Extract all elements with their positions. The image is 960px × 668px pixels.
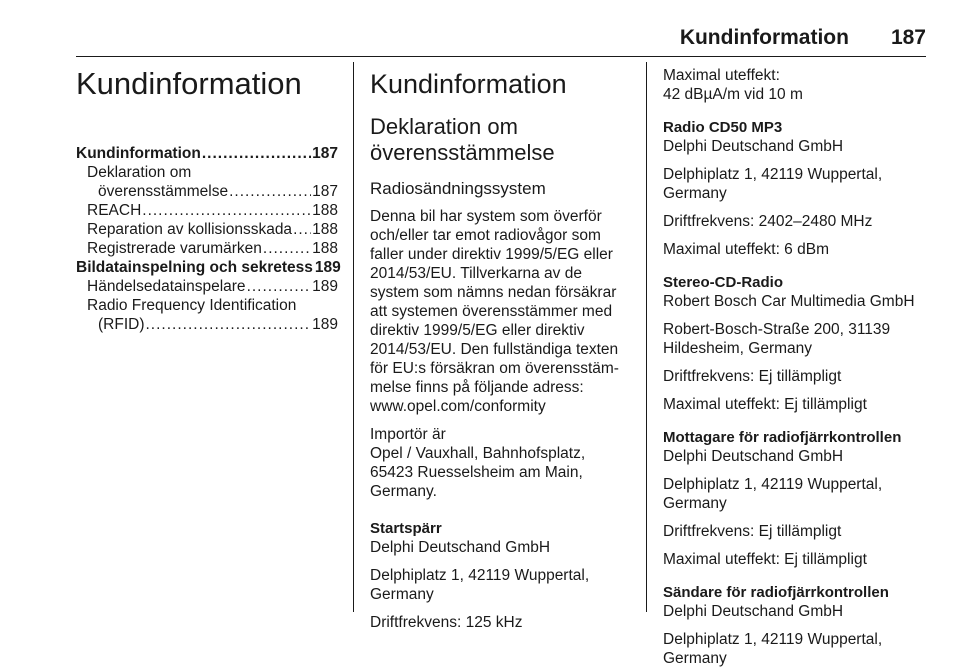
- chapter-title: Kundinformation: [76, 66, 302, 101]
- toc-column: [76, 60, 341, 334]
- toc-entry[interactable]: Reparation av kollisionsskada ..... 188: [76, 220, 338, 239]
- column-divider: [646, 62, 647, 612]
- conformity-url: www.opel.com/conformity: [370, 398, 546, 415]
- page-header: [0, 26, 926, 54]
- device-heading: Radio CD50 MP3: [663, 119, 783, 136]
- subsubsection-title: Radiosändningssystem: [370, 179, 546, 198]
- toc-entry[interactable]: Deklaration om: [87, 164, 192, 181]
- header-rule: [76, 56, 926, 57]
- column-divider: [353, 62, 354, 612]
- toc-entry[interactable]: REACH ..... 188: [76, 201, 338, 220]
- content-column-3: Maximal uteffekt: 42 dBµA/m vid 10 m Radio CD50 MP3 Delphi Deutschand GmbH Delphiplatz 1, 42119 Wuppertal, Germany Driftfrekvens: 2402–2480 MHz Maximal uteffekt: 6 dBm Stereo-CD-Radio Robert Bosch Car Multimedia GmbH Robert-Bosch-Straße 200, 31139 Hildesheim, Germany Driftfrekvens: Ej tillämpligt Maximal uteffekt: Ej tillämpligt Mottagare för radiofjärrkontrollen Delphi Deutschand GmbH Delphiplatz 1, 42119 Wuppertal, Germany Driftfrekvens: Ej tillämpligt Maximal uteffekt: Ej tillämpligt Sändare för radiofjärrkontrollen Delphi Deutschand GmbH Delphiplatz 1, 42119 Wuppertal, Germany: [663, 66, 925, 668]
- device-heading: Sändare för radiofjärrkontrollen: [663, 584, 889, 601]
- paragraph: Importör är Opel / Vauxhall, Bahnhofsplatz, 65423 Ruesselsheim am Main, Germany.: [370, 426, 586, 500]
- subsection-title: Deklaration om överensstämmelse: [370, 114, 555, 165]
- paragraph: Denna bil har system som överför och/eller tar emot radiovågor som faller under direktiv 1999/5/EG eller 2014/53/EU. Tillverkarna av de system som nämns nedan försäkrar att systemen överensstämmer med direktiv 1999/5/EG eller direktiv 2014/53/EU. Den fullständiga texten för EU:s försäkran om överensstäm- melse finns på följande adress: www.opel.com/conformity: [370, 207, 632, 416]
- toc-entry[interactable]: (RFID) ..... 189: [76, 315, 338, 334]
- content-column-2: Kundinformation Deklaration om överensstämmelse Radiosändningssystem Denna bil har system som överför och/eller tar emot radiovågor som faller under direktiv 1999/5/EG eller 2014/53/EU. Tillverkarna av de system som nämns nedan försäkrar att systemen överensstämmer med direktiv 1999/5/EG eller direktiv 2014/53/EU. Den fullständiga texten för EU:s försäkran om överensstäm- melse finns på följande adress: www.opel.com/conformity Importör är Opel / Vauxhall, Bahnhofsplatz, 65423 Ruesselsheim am Main, Germany. Startspärr Delphi Deutschand GmbH Delphiplatz 1, 42119 Wuppertal, Germany Driftfrekvens: 125 kHz: [370, 60, 632, 632]
- toc-entry[interactable]: Bildatainspelning och sekretess 189: [76, 259, 341, 276]
- toc-entry[interactable]: överensstämmelse ..... 187: [76, 182, 338, 201]
- header-title: Kundinformation: [679, 26, 849, 49]
- section-title: Kundinformation: [370, 69, 567, 99]
- toc-entry[interactable]: Registrerade varumärken ..... 188: [76, 239, 338, 258]
- toc-entry[interactable]: Kundinformation ..... 187: [76, 144, 338, 163]
- device-heading: Startspärr: [370, 520, 442, 537]
- page-number: 187: [890, 26, 926, 49]
- device-heading: Stereo-CD-Radio: [663, 274, 784, 291]
- table-of-contents: [76, 144, 341, 334]
- toc-entry[interactable]: Radio Frequency Identification: [87, 297, 297, 314]
- device-heading: Mottagare för radiofjärrkontrollen: [663, 429, 902, 446]
- toc-entry[interactable]: Händelsedatainspelare ..... 189: [76, 277, 338, 296]
